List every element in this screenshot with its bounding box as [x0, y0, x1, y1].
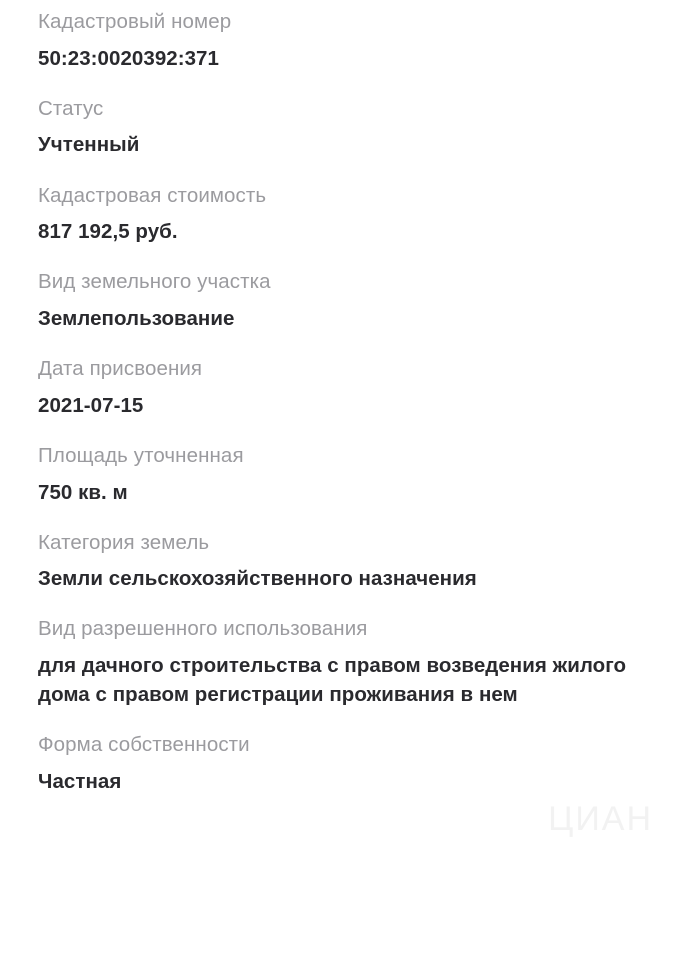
field-value: Учтенный [38, 133, 140, 157]
field-land-plot-type [38, 268, 649, 333]
field-value: 750 кв. м [38, 480, 128, 504]
field-label: Площадь уточненная [38, 443, 244, 467]
field-label: Дата присвоения [38, 357, 203, 381]
field-label: Вид разрешенного использования [38, 617, 368, 641]
field-value: Землепользование [38, 307, 235, 331]
field-label: Кадастровый номер [38, 10, 232, 33]
field-value: 50:23:0020392:371 [38, 46, 219, 70]
field-ownership-form [38, 731, 649, 796]
field-specified-area [38, 442, 649, 507]
field-value: Частная [38, 770, 122, 794]
field-value: 2021-07-15 [38, 393, 144, 417]
field-value: Земли сельскохозяйственного назначения [38, 567, 477, 591]
field-label: Статус [38, 96, 104, 120]
field-value: 817 192,5 руб. [38, 220, 178, 244]
field-cadastral-value [38, 182, 649, 247]
field-cadastral-number [38, 8, 649, 73]
field-value: для дачного строительства с правом возведения жилого дома с правом регистрации проживания в нем [38, 654, 627, 707]
field-permitted-use [38, 615, 649, 709]
field-assignment-date [38, 355, 649, 420]
watermark: ЦИАН [548, 800, 653, 838]
field-land-category [38, 529, 649, 594]
field-status [38, 95, 649, 160]
field-label: Категория земель [38, 530, 210, 554]
field-label: Кадастровая стоимость [38, 183, 267, 207]
field-label: Форма собственности [38, 733, 250, 757]
field-label: Вид земельного участка [38, 270, 271, 294]
